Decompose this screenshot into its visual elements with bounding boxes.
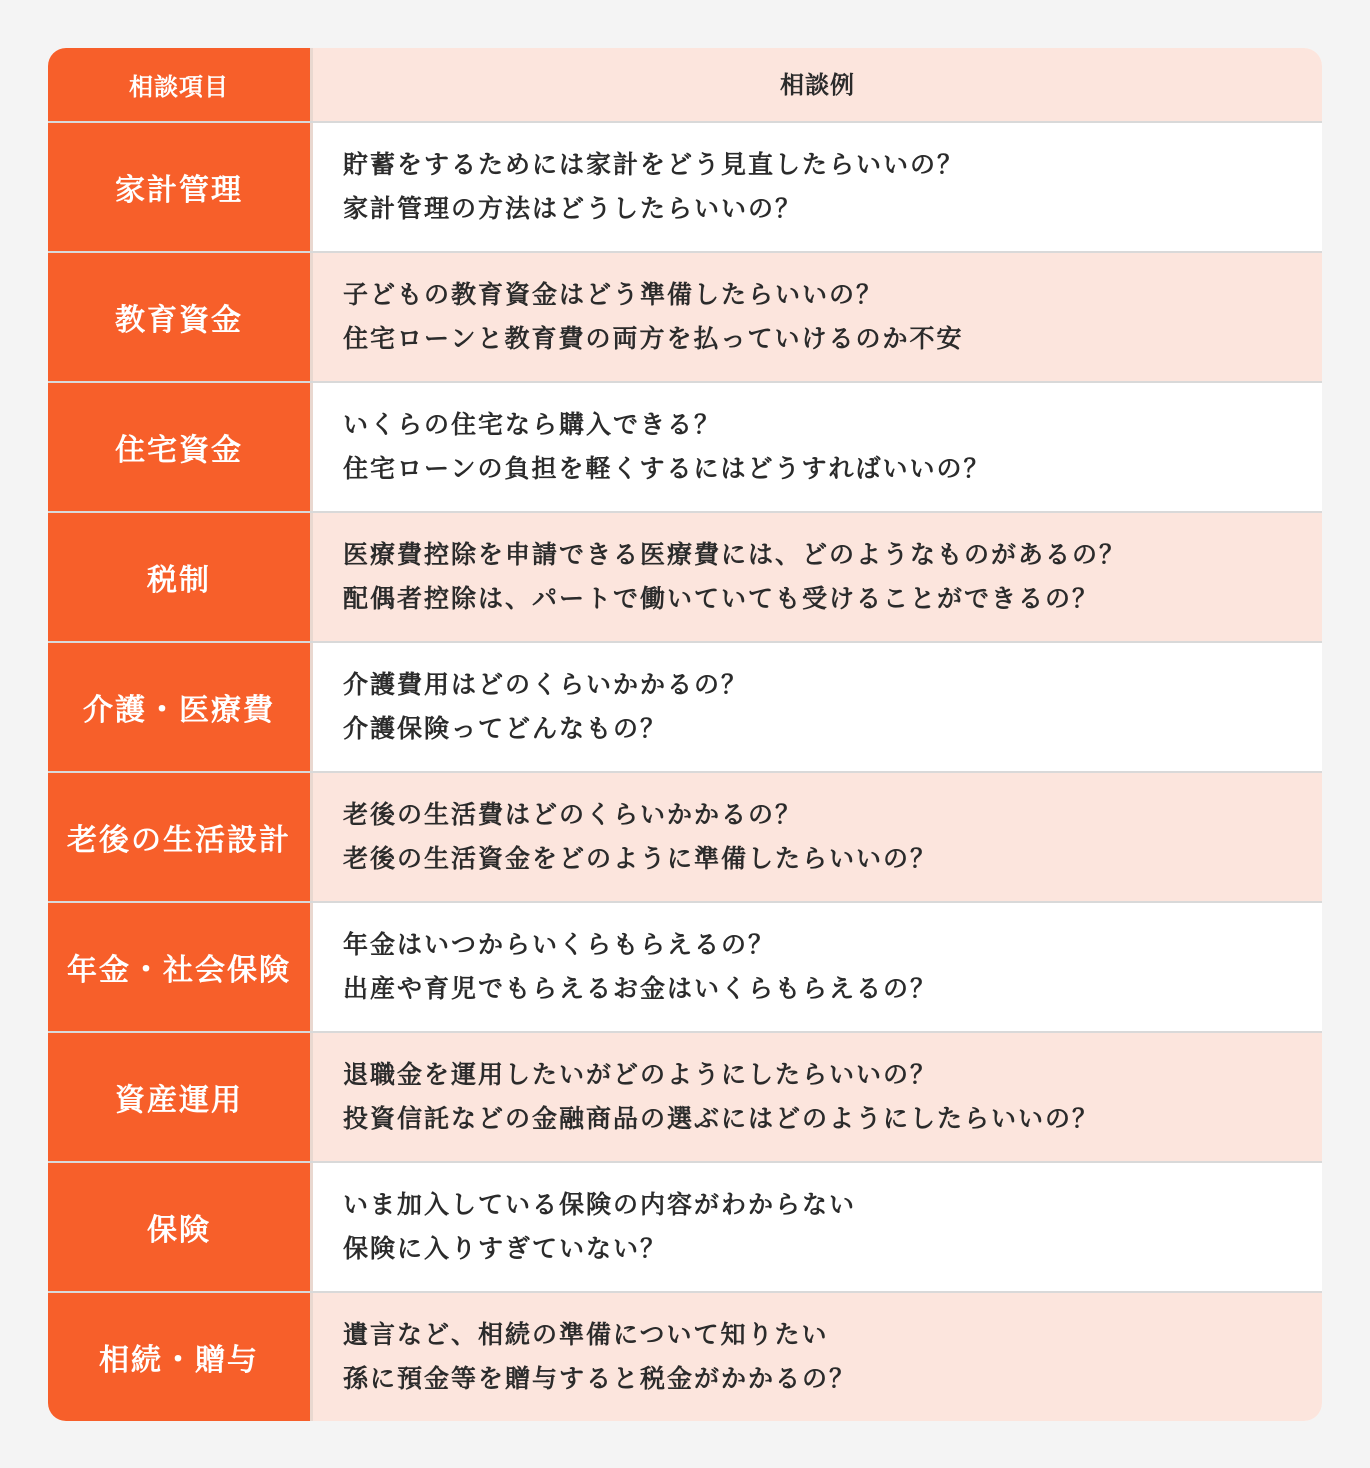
- table-row: [48, 381, 1322, 511]
- row-examples: [313, 383, 1322, 511]
- header-category: 相談項目: [48, 48, 313, 121]
- example-line: 孫に預金等を贈与すると税金がかかるの？: [343, 1364, 857, 1393]
- row-category: 保険: [48, 1163, 313, 1291]
- row-category: 老後の生活設計: [48, 773, 313, 901]
- header-examples: 相談例: [313, 48, 1322, 121]
- example-line: 子どもの教育資金はどう準備したらいいの？: [343, 280, 884, 309]
- table-row: [48, 121, 1322, 251]
- example-line: 貯蓄をするためには家計をどう見直したらいいの？: [343, 150, 965, 179]
- row-examples: [313, 513, 1322, 641]
- table-row: [48, 1161, 1322, 1291]
- example-line: 医療費控除を申請できる医療費には、どのようなものがあるの？: [343, 540, 1127, 569]
- table-row: [48, 771, 1322, 901]
- row-category: 資産運用: [48, 1033, 313, 1161]
- row-category: 税制: [48, 513, 313, 641]
- table-row: [48, 511, 1322, 641]
- row-examples: [313, 1293, 1322, 1421]
- example-line: いくらの住宅なら購入できる？: [343, 410, 722, 439]
- example-line: 介護費用はどのくらいかかるの？: [343, 670, 749, 699]
- example-line: 配偶者控除は、パートで働いていても受けることができるの？: [343, 584, 1100, 613]
- table-row: [48, 641, 1322, 771]
- example-line: 年金はいつからいくらもらえるの？: [343, 930, 776, 959]
- example-line: 出産や育児でもらえるお金はいくらもらえるの？: [343, 974, 938, 1003]
- example-line: 介護保険ってどんなもの？: [343, 714, 668, 743]
- example-line: いま加入している保険の内容がわからない: [343, 1190, 857, 1219]
- consultation-table: [48, 48, 1322, 1421]
- row-category: 教育資金: [48, 253, 313, 381]
- row-examples: [313, 643, 1322, 771]
- table-header-row: [48, 48, 1322, 121]
- example-line: 住宅ローンと教育費の両方を払っていけるのか不安: [343, 324, 964, 353]
- row-examples: [313, 773, 1322, 901]
- example-line: 老後の生活資金をどのように準備したらいいの？: [343, 844, 938, 873]
- row-category: 家計管理: [48, 123, 313, 251]
- example-line: 保険に入りすぎていない？: [343, 1234, 668, 1263]
- row-examples: [313, 123, 1322, 251]
- row-category: 相続・贈与: [48, 1293, 313, 1421]
- row-category: 住宅資金: [48, 383, 313, 511]
- row-category: 介護・医療費: [48, 643, 313, 771]
- row-examples: [313, 1163, 1322, 1291]
- table-row: [48, 1291, 1322, 1421]
- example-line: 遺言など、相続の準備について知りたい: [343, 1320, 829, 1349]
- example-line: 住宅ローンの負担を軽くするにはどうすればいいの？: [343, 454, 991, 483]
- table-row: [48, 901, 1322, 1031]
- example-line: 家計管理の方法はどうしたらいいの？: [343, 194, 803, 223]
- example-line: 老後の生活費はどのくらいかかるの？: [343, 800, 803, 829]
- row-examples: [313, 903, 1322, 1031]
- row-category: 年金・社会保険: [48, 903, 313, 1031]
- table-row: [48, 1031, 1322, 1161]
- example-line: 投資信託などの金融商品の選ぶにはどのようにしたらいいの？: [343, 1104, 1100, 1133]
- row-examples: [313, 1033, 1322, 1161]
- table-row: [48, 251, 1322, 381]
- row-examples: [313, 253, 1322, 381]
- example-line: 退職金を運用したいがどのようにしたらいいの？: [343, 1060, 938, 1089]
